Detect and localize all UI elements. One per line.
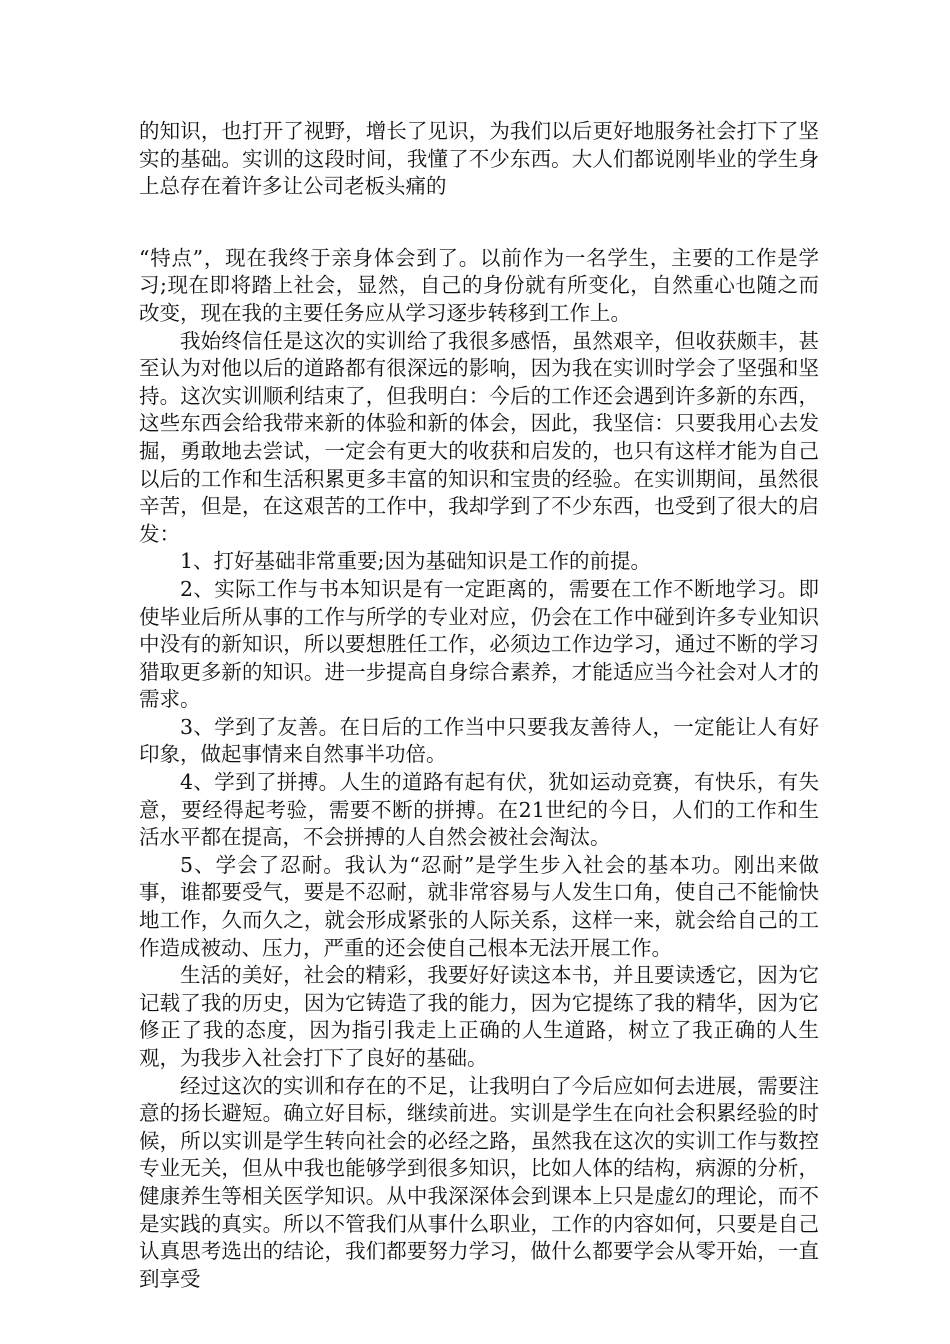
list-item-4: 4、学到了拼搏。人生的道路有起有伏，犹如运动竞赛，有快乐，有失意，要经得起考验，需要不断的拼搏。在21世纪的今日，人们的工作和生活水平都在提高，不会拼搏的人自然会被社会淘汰。 bbox=[139, 770, 819, 850]
list-item-5: 5、学会了忍耐。我认为“忍耐”是学生步入社会的基本功。刚出来做事，谁都要受气，要是不忍耐，就非常容易与人发生口角，使自己不能愉快地工作，久而久之，就会形成紧张的人际关系，这样一来，就会给自己的工作造成被动、压力，严重的还会使自己根本无法开展工作。 bbox=[139, 852, 819, 960]
list-item-2: 2、实际工作与书本知识是有一定距离的，需要在工作不断地学习。即使毕业后所从事的工作与所学的专业对应，仍会在工作中碰到许多专业知识中没有的新知识，所以要想胜任工作，必须边工作边学习，通过不断的学习猎取更多新的知识。进一步提高自身综合素养，才能适应当今社会对人才的需求。 bbox=[139, 576, 819, 712]
paragraph-1: 的知识，也打开了视野，增长了见识，为我们以后更好地服务社会打下了坚实的基础。实训的这段时间，我懂了不少东西。大人们都说刚毕业的学生身上总存在着许多让公司老板头痛的 bbox=[139, 119, 819, 199]
paragraph-2: “特点”，现在我终于亲身体会到了。以前作为一名学生，主要的工作是学习;现在即将踏上社会，显然，自己的身份就有所变化，自然重心也随之而改变，现在我的主要任务应从学习逐步转移到工作上。 bbox=[139, 245, 819, 325]
list-item-3: 3、学到了友善。在日后的工作当中只要我友善待人，一定能让人有好印象，做起事情来自然事半功倍。 bbox=[139, 714, 819, 767]
list-item-1: 1、打好基础非常重要;因为基础知识是工作的前提。 bbox=[180, 549, 651, 574]
paragraph-life: 生活的美好，社会的精彩，我要好好读这本书，并且要读透它，因为它记载了我的历史，因为它铸造了我的能力，因为它提练了我的精华，因为它修正了我的态度，因为指引我走上正确的人生道路，树立了我正确的人生观，为我步入社会打下了良好的基础。 bbox=[139, 963, 819, 1070]
document-body bbox=[139, 118, 819, 1293]
paragraph-conclusion: 经过这次的实训和存在的不足，让我明白了今后应如何去进展，需要注意的扬长避短。确立好目标，继续前进。实训是学生在向社会积累经验的时候，所以实训是学生转向社会的必经之路，虽然我在这次的实训工作与数控专业无关，但从中我也能够学到很多知识，比如人体的结构，病源的分析，健康养生等相关医学知识。从中我深深体会到课本上只是虚幻的理论，而不是实践的真实。所以不管我们从事什么职业，工作的内容如何，只要是自己认真思考选出的结论，我们都要努力学习，做什么都要学会从零开始，一直到享受 bbox=[139, 1073, 819, 1291]
paragraph-3: 我始终信任是这次的实训给了我很多感悟，虽然艰辛，但收获颇丰，甚至认为对他以后的道路都有很深远的影响，因为我在实训时学会了坚强和坚持。这次实训顺利结束了，但我明白：今后的工作还会遇到许多新的东西，这些东西会给我带来新的体验和新的体会，因此，我坚信：只要我用心去发掘，勇敢地去尝试，一定会有更大的收获和启发的，也只有这样才能为自己以后的工作和生活积累更多丰富的知识和宝贵的经验。在实训期间，虽然很辛苦，但是，在这艰苦的工作中，我却学到了不少东西，也受到了很大的启发： bbox=[139, 328, 819, 546]
